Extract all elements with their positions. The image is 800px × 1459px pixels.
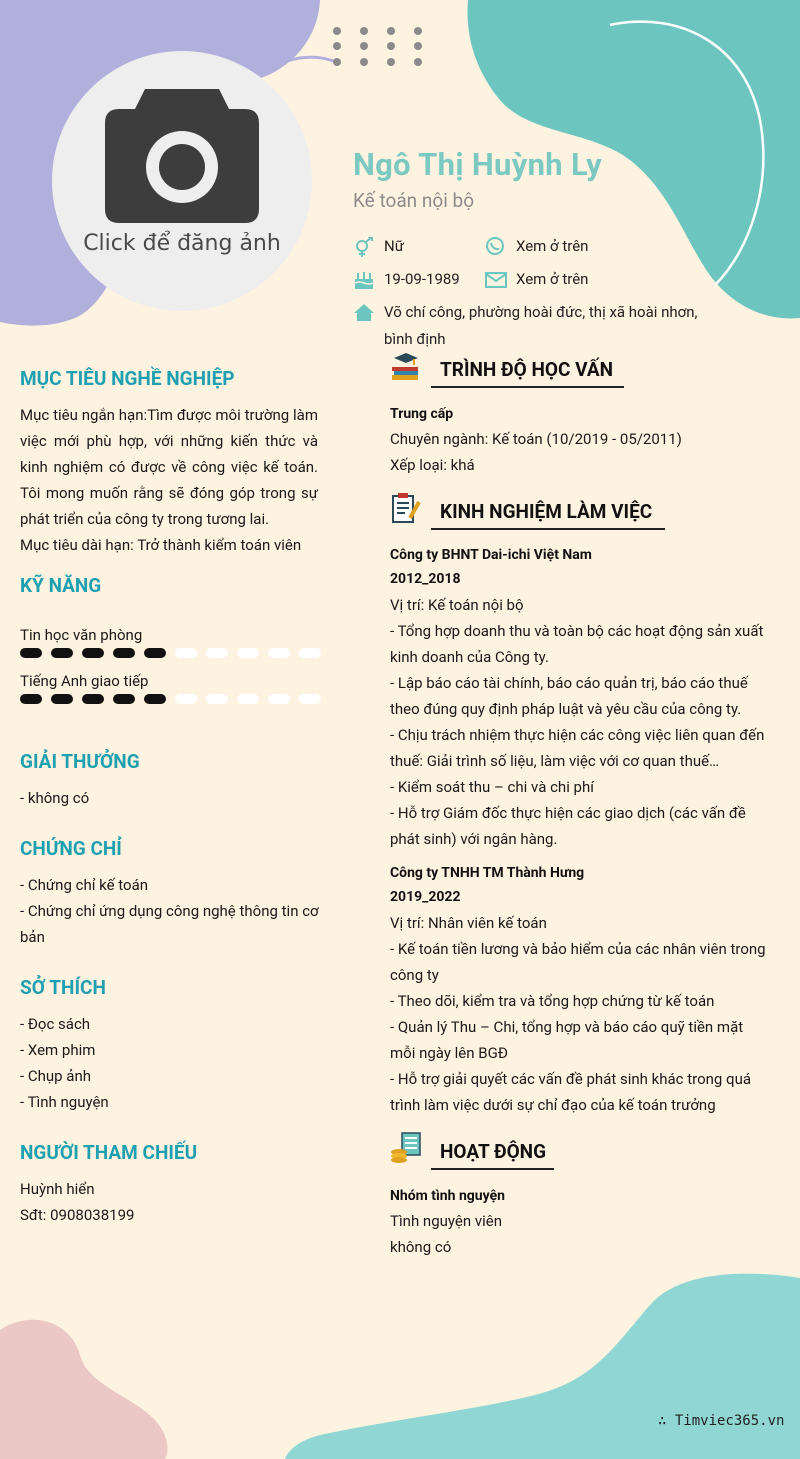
- clipboard-icon: [390, 492, 422, 524]
- certificate-item: - Chứng chỉ kế toán: [20, 876, 149, 894]
- award-item: - không có: [20, 789, 90, 807]
- candidate-name: Ngô Thị Huỳnh Ly: [353, 146, 603, 183]
- skill-level-segment: [82, 694, 104, 704]
- skill-level-segment: [299, 648, 321, 658]
- gender-value: Nữ: [384, 237, 404, 255]
- job-line: - Theo dõi, kiểm tra và tổng hợp chứng từ kế toán: [390, 992, 715, 1010]
- education-heading: TRÌNH ĐỘ HỌC VẤN: [440, 358, 614, 381]
- activity-group: Nhóm tình nguyện: [390, 1188, 506, 1204]
- education-school: Trung cấp: [390, 406, 454, 422]
- birthday-value: 19-09-1989: [384, 270, 460, 288]
- heading-underline: [431, 528, 665, 530]
- job-line: trình làm việc dưới sự chỉ đạo của kế toán trưởng: [390, 1096, 716, 1114]
- activities-heading: HOẠT ĐỘNG: [440, 1140, 547, 1163]
- job-line: - Kế toán tiền lương và bảo hiểm của các nhân viên trong: [390, 940, 766, 958]
- job-company: Công ty BHNT Dai-ichi Việt Nam: [390, 547, 592, 563]
- skill-level-segment: [144, 694, 166, 704]
- phone-value: Xem ở trên: [516, 237, 589, 255]
- hobby-item: - Tình nguyện: [20, 1093, 109, 1111]
- address-line-2: bình định: [384, 330, 446, 348]
- books-icon: [390, 350, 422, 382]
- skill-name: Tiếng Anh giao tiếp: [20, 672, 149, 690]
- teal-bottom-blob: [280, 1270, 800, 1459]
- skill-level-segment: [237, 694, 259, 704]
- email-icon: [485, 270, 507, 290]
- skill-name: Tin học văn phòng: [20, 626, 143, 644]
- photo-caption: Click để đăng ảnh: [83, 231, 281, 256]
- camera-icon: [105, 89, 259, 225]
- skill-level-segment: [206, 648, 228, 658]
- certificate-item: - Chứng chỉ ứng dụng công nghệ thông tin cơ: [20, 902, 319, 920]
- skill-level-segment: [20, 694, 42, 704]
- pink-blob: [0, 1300, 180, 1459]
- references-heading: NGƯỜI THAM CHIẾU: [20, 1141, 198, 1164]
- job-line: mỗi ngày lên BGĐ: [390, 1044, 508, 1062]
- home-icon: [353, 303, 375, 323]
- skill-level-segment: [237, 648, 259, 658]
- skill-level-segment: [268, 694, 290, 704]
- certificate-item: bản: [20, 928, 45, 946]
- skill-level-segment: [268, 648, 290, 658]
- skill-level-segment: [82, 648, 104, 658]
- job-line: thuế: Giải trình số liệu, làm việc với cơ quan thuế…: [390, 752, 720, 770]
- job-line: công ty: [390, 966, 439, 984]
- skills-heading: KỸ NĂNG: [20, 574, 102, 597]
- skill-level-segment: [51, 648, 73, 658]
- skill-level-segment: [113, 694, 135, 704]
- skill-level-segment: [175, 694, 197, 704]
- job-line: - Hỗ trợ Giám đốc thực hiện các giao dịch (các vấn đề: [390, 804, 746, 822]
- skill-level-segment: [206, 694, 228, 704]
- hobbies-heading: SỞ THÍCH: [20, 976, 106, 999]
- job-line: - Kiểm soát thu – chi và chi phí: [390, 778, 594, 796]
- skill-level-segment: [144, 648, 166, 658]
- activity-line: Tình nguyện viên: [390, 1212, 503, 1230]
- education-line: Chuyên ngành: Kế toán (10/2019 - 05/2011): [390, 430, 682, 448]
- watermark: ∴ Timviec365.vn: [658, 1413, 785, 1429]
- job-line: - Tổng hợp doanh thu và toàn bộ các hoạt động sản xuất: [390, 622, 764, 640]
- birthday-cake-icon: [353, 270, 375, 290]
- job-line: Vị trí: Kế toán nội bộ: [390, 596, 524, 614]
- job-line: - Quản lý Thu – Chi, tổng hợp và báo cáo quỹ tiền mặt: [390, 1018, 744, 1036]
- job-line: Vị trí: Nhân viên kế toán: [390, 914, 547, 932]
- career-goal-text: Mục tiêu ngắn hạn:Tìm được môi trường làm việc mới phù hợp, với những kiến thức và kinh nghiệm có được về công việc kế toán. Tôi mong muốn rằng sẽ đóng góp trong sự phát triển của công ty trong tương lai.: [20, 406, 318, 528]
- job-period: 2019_2022: [390, 889, 461, 905]
- job-line: phát sinh) với ngân hàng.: [390, 830, 558, 848]
- awards-heading: GIẢI THƯỞNG: [20, 750, 140, 773]
- heading-underline: [431, 386, 624, 388]
- reference-item: Huỳnh hiển: [20, 1180, 95, 1198]
- job-line: - Lập báo cáo tài chính, báo cáo quản trị, báo cáo thuế: [390, 674, 748, 692]
- email-value: Xem ở trên: [516, 270, 589, 288]
- job-line: - Chịu trách nhiệm thực hiện các công việc liên quan đến: [390, 726, 765, 744]
- skill-level-segment: [299, 694, 321, 704]
- hobby-item: - Đọc sách: [20, 1015, 91, 1033]
- job-line: - Hỗ trợ giải quyết các vấn đề phát sinh khác trong quá: [390, 1070, 752, 1088]
- certificates-heading: CHỨNG CHỈ: [20, 837, 122, 860]
- heading-underline: [431, 1168, 554, 1170]
- job-line: kinh doanh của Công ty.: [390, 648, 549, 666]
- skill-level-segment: [113, 648, 135, 658]
- address-line-1: Võ chí công, phường hoài đức, thị xã hoài nhơn,: [384, 303, 698, 321]
- hobby-item: - Xem phim: [20, 1041, 96, 1059]
- hobby-item: - Chụp ảnh: [20, 1067, 92, 1085]
- photo-upload[interactable]: [52, 51, 312, 311]
- reference-item: Sđt: 0908038199: [20, 1206, 135, 1224]
- job-title: Kế toán nội bộ: [353, 189, 475, 212]
- job-line: theo đúng quy định pháp luật và yêu cầu của công ty.: [390, 700, 742, 718]
- career-goal-heading: MỤC TIÊU NGHỀ NGHIỆP: [20, 367, 235, 390]
- gender-icon: [353, 237, 375, 257]
- phone-icon: [485, 237, 507, 257]
- activity-line: không có: [390, 1238, 452, 1256]
- education-line: Xếp loại: khá: [390, 456, 475, 474]
- experience-heading: KINH NGHIỆM LÀM VIỆC: [440, 500, 653, 523]
- job-company: Công ty TNHH TM Thành Hưng: [390, 865, 585, 881]
- skill-level-segment: [20, 648, 42, 658]
- job-period: 2012_2018: [390, 571, 461, 587]
- career-goal-long-term: Mục tiêu dài hạn: Trở thành kiểm toán viên: [20, 536, 302, 554]
- skill-level-segment: [175, 648, 197, 658]
- skill-level-segment: [51, 694, 73, 704]
- coins-icon: [390, 1132, 422, 1164]
